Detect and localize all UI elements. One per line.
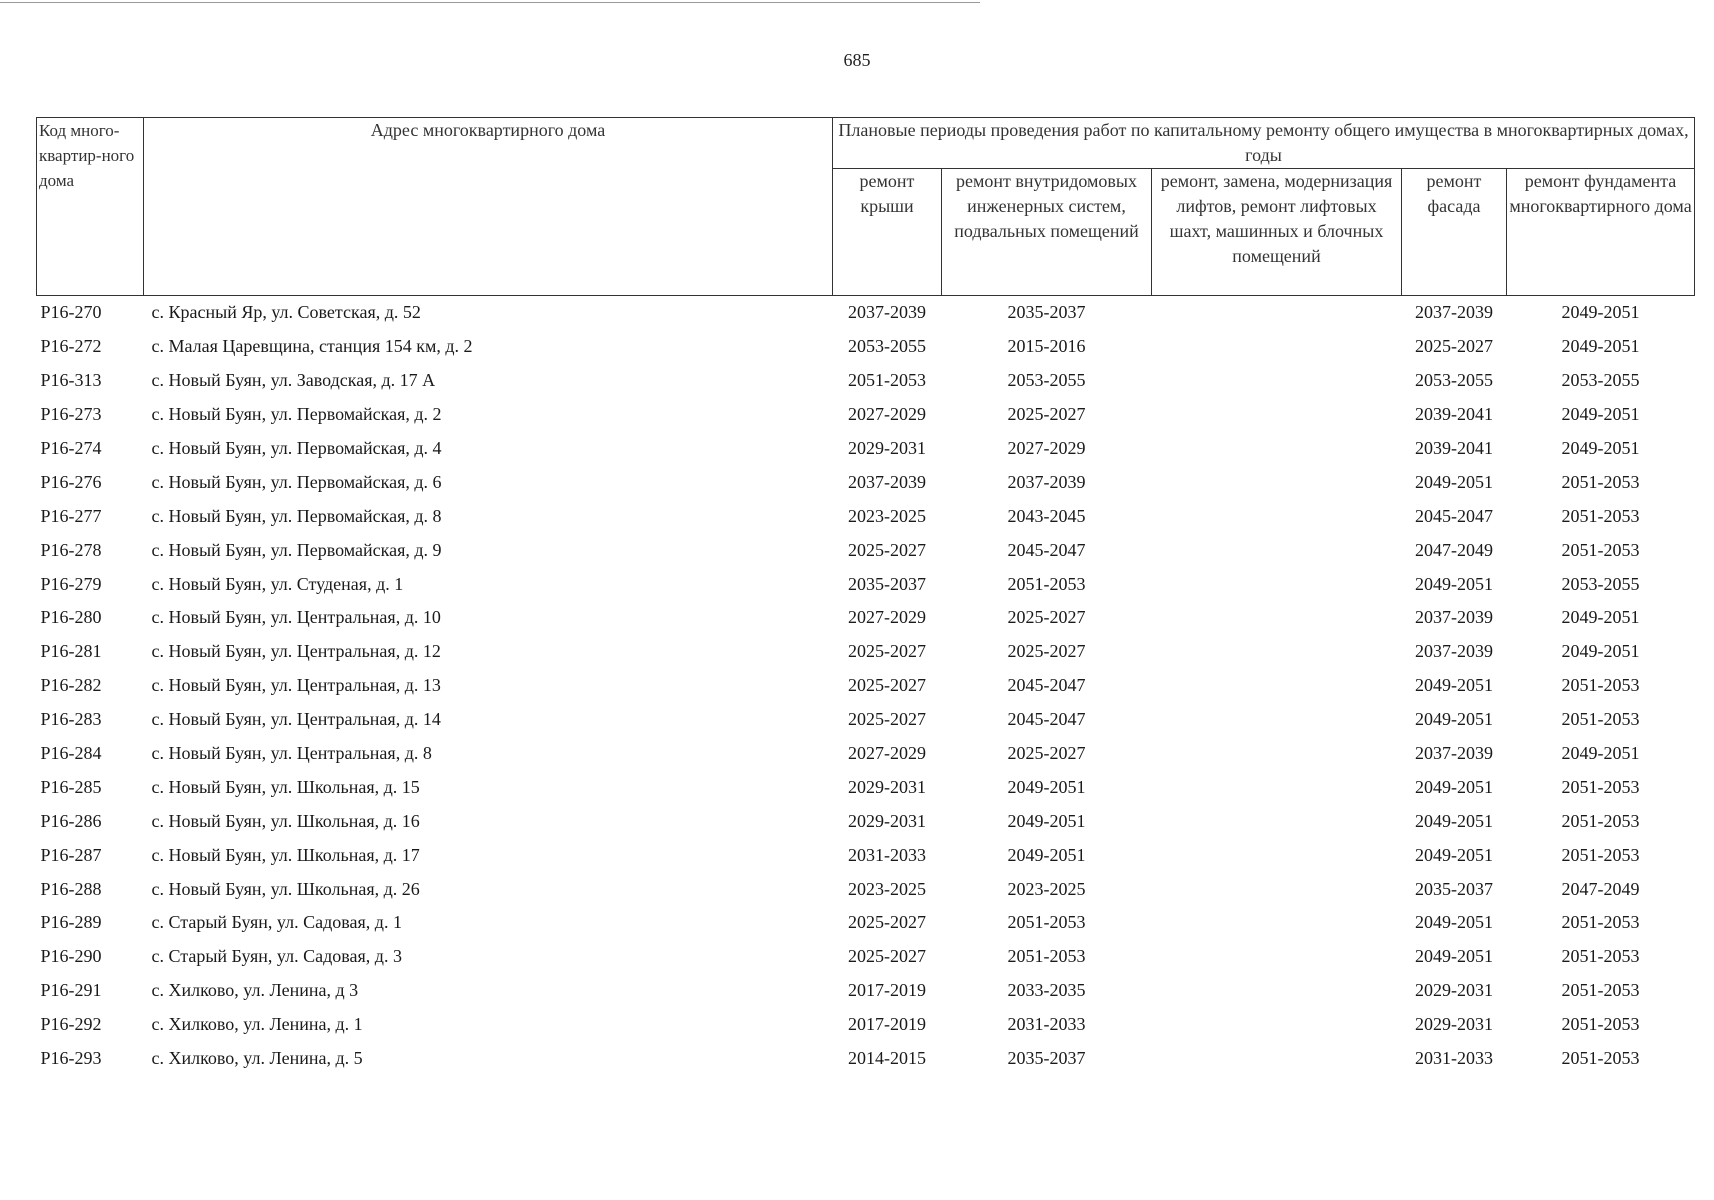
cell-engineering: 2049-2051 — [1007, 844, 1086, 865]
cell-facade: 2037-2039 — [1415, 302, 1493, 323]
cell-address: с. Новый Буян, ул. Школьная, д. 26 — [151, 878, 420, 899]
cell-engineering: 2025-2027 — [1007, 607, 1086, 628]
cell-facade: 2045-2047 — [1415, 505, 1493, 526]
cell-roof: 2037-2039 — [848, 302, 926, 323]
header-engineering: ремонт внутридомовых инженерных систем, подвальных помещений — [942, 169, 1152, 296]
cell-address: с. Красный Яр, ул. Советская, д. 52 — [151, 302, 421, 323]
table-row — [37, 398, 1695, 432]
header-roof: ремонт крыши — [833, 169, 942, 296]
cell-engineering: 2053-2055 — [1007, 370, 1086, 391]
cell-address: с. Новый Буян, ул. Школьная, д. 16 — [151, 810, 420, 831]
cell-elevators — [1152, 1042, 1402, 1076]
header-foundation: ремонт фундамента многоквартирного дома — [1507, 169, 1695, 296]
cell-code: Р16-282 — [40, 675, 102, 696]
cell-facade: 2053-2055 — [1415, 370, 1493, 391]
cell-facade: 2035-2037 — [1415, 878, 1493, 899]
cell-code: Р16-291 — [40, 980, 102, 1001]
cell-address: с. Новый Буян, ул. Первомайская, д. 6 — [151, 471, 442, 492]
cell-elevators — [1152, 872, 1402, 906]
table-row — [37, 872, 1695, 906]
cell-roof: 2014-2015 — [848, 1048, 926, 1069]
table-row — [37, 601, 1695, 635]
cell-roof: 2029-2031 — [848, 438, 926, 458]
cell-facade: 2049-2051 — [1415, 912, 1493, 933]
table-row — [37, 567, 1695, 601]
table-row — [37, 770, 1695, 804]
cell-elevators — [1152, 398, 1402, 432]
cell-foundation: 2049-2051 — [1561, 743, 1640, 764]
cell-elevators — [1152, 974, 1402, 1008]
cell-roof: 2025-2027 — [848, 709, 926, 730]
header-periods-group: Плановые периоды проведения работ по капитальному ремонту общего имущества в многоквартирных домах, годы — [833, 118, 1695, 169]
cell-address: с. Новый Буян, ул. Школьная, д. 15 — [151, 776, 420, 797]
cell-elevators — [1152, 296, 1402, 330]
cell-elevators — [1152, 567, 1402, 601]
cell-engineering: 2025-2027 — [1007, 641, 1086, 662]
cell-facade: 2049-2051 — [1415, 675, 1493, 696]
cell-roof: 2053-2055 — [848, 336, 926, 357]
header-address: Адрес многоквартирного дома — [144, 118, 833, 296]
cell-engineering: 2027-2029 — [1007, 438, 1086, 458]
cell-engineering: 2051-2053 — [1007, 573, 1086, 594]
table-row — [37, 703, 1695, 737]
cell-elevators — [1152, 703, 1402, 737]
cell-address: с. Хилково, ул. Ленина, д 3 — [151, 980, 359, 1001]
cell-engineering: 2037-2039 — [1007, 471, 1086, 492]
table-row — [37, 669, 1695, 703]
cell-engineering: 2033-2035 — [1007, 980, 1086, 1001]
table-row — [37, 432, 1695, 466]
cell-code: Р16-292 — [40, 1014, 102, 1035]
cell-elevators — [1152, 737, 1402, 771]
cell-roof: 2027-2029 — [848, 607, 926, 628]
cell-address: с. Новый Буян, ул. Первомайская, д. 9 — [151, 539, 442, 560]
cell-code: Р16-281 — [40, 641, 102, 662]
cell-address: с. Хилково, ул. Ленина, д. 1 — [151, 1014, 363, 1035]
cell-roof: 2027-2029 — [848, 743, 926, 764]
cell-address: с. Новый Буян, ул. Центральная, д. 13 — [151, 675, 441, 696]
cell-foundation: 2051-2053 — [1561, 776, 1640, 797]
cell-address: с. Старый Буян, ул. Садовая, д. 1 — [151, 912, 402, 933]
cell-facade: 2049-2051 — [1415, 946, 1493, 967]
cell-code: Р16-283 — [40, 709, 102, 730]
cell-address: с. Старый Буян, ул. Садовая, д. 3 — [151, 946, 402, 967]
cell-engineering: 2051-2053 — [1007, 946, 1086, 967]
cell-roof: 2027-2029 — [848, 404, 926, 425]
cell-address: с. Новый Буян, ул. Первомайская, д. 2 — [151, 404, 442, 425]
page-number: 685 — [843, 50, 871, 70]
cell-foundation: 2049-2051 — [1561, 438, 1640, 458]
cell-elevators — [1152, 533, 1402, 567]
cell-code: Р16-313 — [40, 370, 102, 391]
cell-engineering: 2015-2016 — [1007, 336, 1086, 357]
table-row — [37, 974, 1695, 1008]
cell-code: Р16-286 — [40, 810, 102, 831]
cell-engineering: 2025-2027 — [1007, 404, 1086, 425]
cell-elevators — [1152, 465, 1402, 499]
cell-code: Р16-277 — [40, 505, 102, 526]
table-row — [37, 737, 1695, 771]
cell-code: Р16-289 — [40, 912, 102, 933]
cell-foundation: 2051-2053 — [1561, 539, 1640, 560]
cell-engineering: 2045-2047 — [1007, 539, 1086, 560]
cell-elevators — [1152, 330, 1402, 364]
cell-engineering: 2031-2033 — [1007, 1014, 1086, 1035]
cell-roof: 2025-2027 — [848, 946, 926, 967]
cell-foundation: 2053-2055 — [1561, 370, 1640, 391]
table-row — [37, 804, 1695, 838]
cell-engineering: 2045-2047 — [1007, 709, 1086, 730]
cell-engineering: 2051-2053 — [1007, 912, 1086, 933]
table-row — [37, 1042, 1695, 1076]
cell-foundation: 2051-2053 — [1561, 675, 1640, 696]
cell-elevators — [1152, 838, 1402, 872]
cell-address: с. Хилково, ул. Ленина, д. 5 — [151, 1048, 363, 1069]
table-row — [37, 296, 1695, 330]
table-body — [37, 296, 1695, 1076]
cell-facade: 2031-2033 — [1415, 1048, 1493, 1069]
cell-code: Р16-280 — [40, 607, 102, 628]
cell-code: Р16-293 — [40, 1048, 102, 1069]
cell-roof: 2035-2037 — [848, 573, 926, 594]
capital-repair-table — [36, 117, 1695, 1075]
cell-foundation: 2051-2053 — [1561, 810, 1640, 831]
cell-foundation: 2051-2053 — [1561, 709, 1640, 730]
cell-address: с. Новый Буян, ул. Центральная, д. 12 — [151, 641, 441, 662]
top-rule — [0, 2, 980, 3]
cell-facade: 2039-2041 — [1415, 404, 1493, 425]
cell-facade: 2049-2051 — [1415, 709, 1493, 730]
cell-address: с. Новый Буян, ул. Студеная, д. 1 — [151, 573, 404, 594]
cell-foundation: 2051-2053 — [1561, 844, 1640, 865]
cell-elevators — [1152, 364, 1402, 398]
cell-roof: 2029-2031 — [848, 776, 926, 797]
cell-address: с. Новый Буян, ул. Первомайская, д. 8 — [151, 505, 442, 526]
table-row — [37, 1008, 1695, 1042]
cell-engineering: 2035-2037 — [1007, 1048, 1086, 1069]
cell-elevators — [1152, 499, 1402, 533]
cell-roof: 2023-2025 — [848, 505, 926, 526]
table-row — [37, 499, 1695, 533]
cell-elevators — [1152, 432, 1402, 466]
cell-roof: 2037-2039 — [848, 471, 926, 492]
table-row — [37, 364, 1695, 398]
cell-foundation: 2049-2051 — [1561, 641, 1640, 662]
cell-engineering: 2049-2051 — [1007, 810, 1086, 831]
header-facade: ремонт фасада — [1402, 169, 1507, 296]
cell-code: Р16-284 — [40, 743, 102, 764]
cell-code: Р16-270 — [40, 302, 102, 323]
cell-elevators — [1152, 804, 1402, 838]
cell-roof: 2025-2027 — [848, 539, 926, 560]
cell-foundation: 2051-2053 — [1561, 980, 1640, 1001]
cell-foundation: 2051-2053 — [1561, 471, 1640, 492]
cell-address: с. Новый Буян, ул. Центральная, д. 8 — [151, 743, 432, 764]
cell-foundation: 2049-2051 — [1561, 607, 1640, 628]
cell-engineering: 2045-2047 — [1007, 675, 1086, 696]
cell-foundation: 2049-2051 — [1561, 302, 1640, 323]
cell-foundation: 2051-2053 — [1561, 505, 1640, 526]
header-elevators: ремонт, замена, модернизация лифтов, ремонт лифтовых шахт, машинных и блочных помещений — [1152, 169, 1402, 296]
cell-elevators — [1152, 770, 1402, 804]
cell-code: Р16-276 — [40, 471, 102, 492]
cell-code: Р16-288 — [40, 878, 102, 899]
cell-facade: 2029-2031 — [1415, 1014, 1493, 1035]
cell-engineering: 2025-2027 — [1007, 743, 1086, 764]
cell-facade: 2037-2039 — [1415, 607, 1493, 628]
cell-facade: 2025-2027 — [1415, 336, 1493, 357]
cell-code: Р16-279 — [40, 573, 102, 594]
table-row — [37, 940, 1695, 974]
cell-roof: 2025-2027 — [848, 912, 926, 933]
header-code: Код много-квартир-ного дома — [37, 118, 144, 296]
cell-facade: 2049-2051 — [1415, 776, 1493, 797]
table-row — [37, 906, 1695, 940]
table-row — [37, 635, 1695, 669]
table-row — [37, 838, 1695, 872]
cell-elevators — [1152, 601, 1402, 635]
cell-facade: 2049-2051 — [1415, 573, 1493, 594]
cell-facade: 2037-2039 — [1415, 641, 1493, 662]
cell-elevators — [1152, 1008, 1402, 1042]
table-row — [37, 465, 1695, 499]
cell-engineering: 2023-2025 — [1007, 878, 1086, 899]
cell-facade: 2049-2051 — [1415, 810, 1493, 831]
cell-roof: 2017-2019 — [848, 980, 926, 1001]
table-row — [37, 330, 1695, 364]
cell-elevators — [1152, 940, 1402, 974]
cell-foundation: 2047-2049 — [1561, 878, 1640, 899]
cell-code: Р16-290 — [40, 946, 102, 967]
cell-facade: 2047-2049 — [1415, 539, 1493, 560]
cell-facade: 2049-2051 — [1415, 844, 1493, 865]
cell-elevators — [1152, 669, 1402, 703]
cell-foundation: 2049-2051 — [1561, 336, 1640, 357]
cell-roof: 2025-2027 — [848, 675, 926, 696]
cell-engineering: 2043-2045 — [1007, 505, 1086, 526]
cell-roof: 2031-2033 — [848, 844, 926, 865]
cell-engineering: 2035-2037 — [1007, 302, 1086, 323]
cell-roof: 2051-2053 — [848, 370, 926, 391]
cell-code: Р16-285 — [40, 776, 102, 797]
table-row — [37, 533, 1695, 567]
cell-roof: 2023-2025 — [848, 878, 926, 899]
cell-address: с. Новый Буян, ул. Центральная, д. 14 — [151, 709, 441, 730]
cell-foundation: 2051-2053 — [1561, 1014, 1640, 1035]
cell-code: Р16-287 — [40, 844, 102, 865]
cell-code: Р16-278 — [40, 539, 102, 560]
cell-elevators — [1152, 906, 1402, 940]
cell-engineering: 2049-2051 — [1007, 776, 1086, 797]
cell-code: Р16-274 — [40, 438, 102, 458]
cell-code: Р16-273 — [40, 404, 102, 425]
cell-facade: 2029-2031 — [1415, 980, 1493, 1001]
cell-facade: 2049-2051 — [1415, 471, 1493, 492]
cell-facade: 2037-2039 — [1415, 743, 1493, 764]
cell-foundation: 2051-2053 — [1561, 946, 1640, 967]
cell-elevators — [1152, 635, 1402, 669]
cell-foundation: 2051-2053 — [1561, 912, 1640, 933]
cell-code: Р16-272 — [40, 336, 102, 357]
cell-address: с. Новый Буян, ул. Центральная, д. 10 — [151, 607, 441, 628]
cell-roof: 2029-2031 — [848, 810, 926, 831]
cell-address: с. Новый Буян, ул. Первомайская, д. 4 — [151, 438, 442, 458]
cell-address: с. Малая Царевщина, станция 154 км, д. 2 — [151, 336, 473, 357]
cell-roof: 2025-2027 — [848, 641, 926, 662]
cell-foundation: 2051-2053 — [1561, 1048, 1640, 1069]
cell-address: с. Новый Буян, ул. Школьная, д. 17 — [151, 844, 420, 865]
cell-roof: 2017-2019 — [848, 1014, 926, 1035]
cell-foundation: 2049-2051 — [1561, 404, 1640, 425]
cell-address: с. Новый Буян, ул. Заводская, д. 17 А — [151, 370, 436, 391]
cell-facade: 2039-2041 — [1415, 438, 1493, 458]
cell-foundation: 2053-2055 — [1561, 573, 1640, 594]
